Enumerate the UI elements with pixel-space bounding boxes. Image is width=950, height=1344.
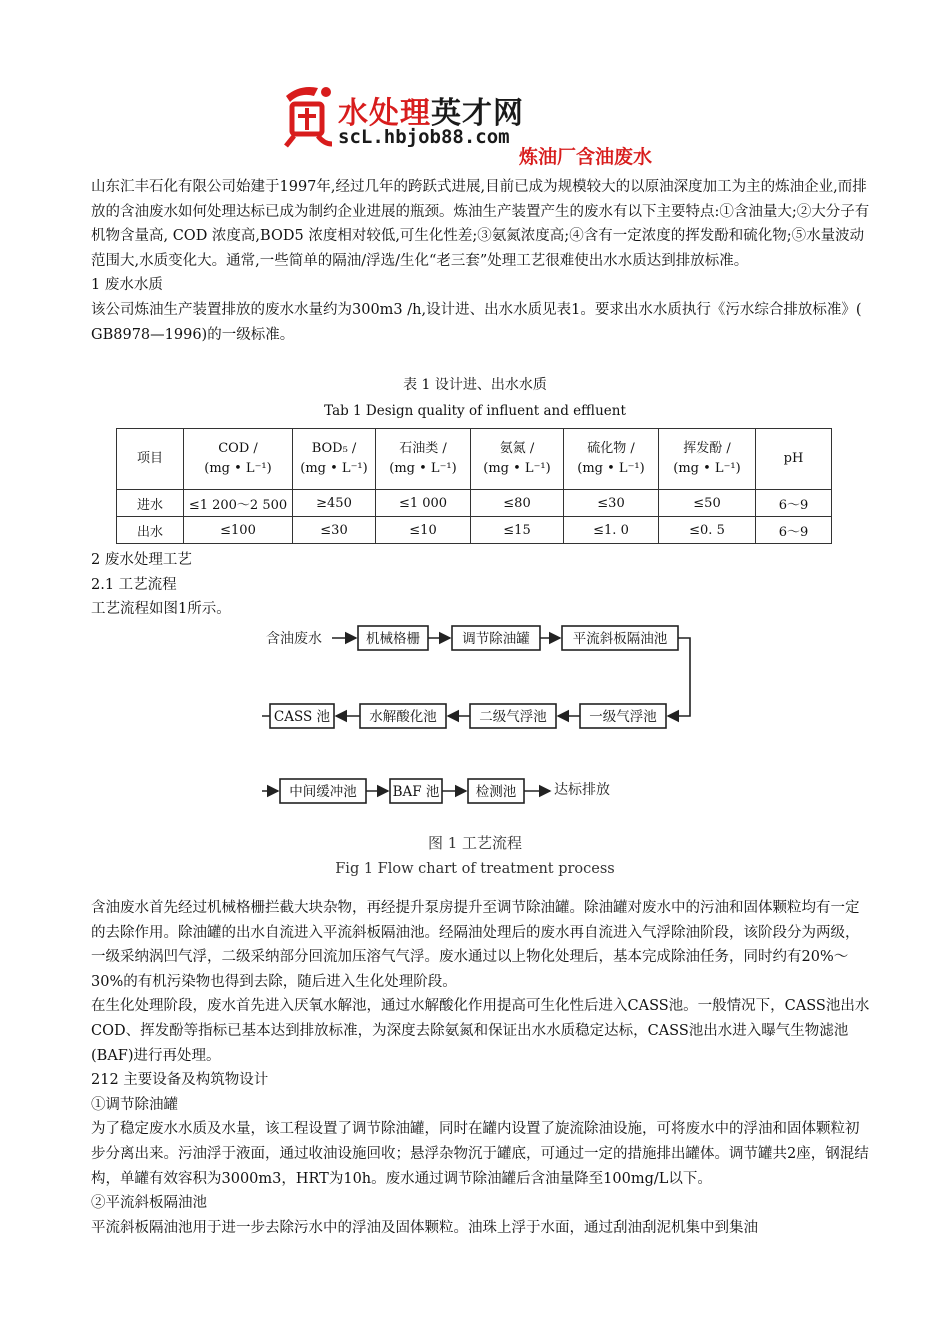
logo-url: scL.hbjob88.com <box>338 126 510 148</box>
table-cell: ≤15 <box>471 517 564 544</box>
header-cell-ammonia: 氨氮 / (mg • L⁻¹) <box>471 429 564 490</box>
flow-box5-label: 二级气浮池 <box>479 709 547 725</box>
table-header-row <box>117 429 832 490</box>
flow-box8-label: 中间缓冲池 <box>289 784 357 800</box>
table1-caption-en: Tab 1 Design quality of influent and effluent <box>324 403 626 419</box>
table-cell: ≤30 <box>293 517 376 544</box>
table-cell: ≤100 <box>184 517 293 544</box>
table-cell: ≤10 <box>376 517 471 544</box>
table-cell: ≥450 <box>293 490 376 517</box>
flow-end-label: 达标排放 <box>554 782 610 798</box>
table-cell: ≤1. 0 <box>564 517 659 544</box>
body-block <box>91 896 871 1240</box>
header-cell-ph: pH <box>756 429 832 490</box>
flow-start-label: 含油废水 <box>266 631 322 647</box>
header-cell-phenol: 挥发酚 / (mg • L⁻¹) <box>659 429 756 490</box>
flow-box6-label: 水解酸化池 <box>369 709 437 725</box>
flow-box1-label: 机械格栅 <box>366 631 420 647</box>
section2-2-heading: 212 主要设备及构筑物设计 <box>91 1072 269 1089</box>
table-cell: ≤80 <box>471 490 564 517</box>
body-paragraph-2: 在生化处理阶段，废水首先进入厌氧水解池，通过水解酸化作用提高可生化性后进入CASS池。一般情况下，CASS池出水COD、挥发酚等指标已基本达到排放标准，为深度去除氨氮和保证出水水质稳定达标，CASS池出水进入曝气生物滤池(BAF)进行再处理。 <box>91 998 870 1064</box>
intro-block <box>91 175 871 347</box>
logo-brand-black: 英才网 <box>431 96 524 131</box>
section1-heading: 1 废水水质 <box>91 277 163 294</box>
header-cell-sulfide: 硫化物 / (mg • L⁻¹) <box>564 429 659 490</box>
header-cell-cod: COD / (mg • L⁻¹) <box>184 429 293 490</box>
document-title: 炼油厂含油废水 <box>519 146 653 168</box>
table-cell: 6～9 <box>756 517 832 544</box>
logo-seal-icon <box>278 82 336 150</box>
item1-heading: ①调节除油罐 <box>91 1096 178 1113</box>
section2-block <box>91 548 871 622</box>
section2-1-intro: 工艺流程如图1所示。 <box>91 601 231 618</box>
flow-box3-label: 平流斜板隔油池 <box>572 631 668 647</box>
table-row <box>117 490 832 517</box>
body-paragraph-4: 平流斜板隔油池用于进一步去除污水中的浮油及固体颗粒。油珠上浮于水面，通过刮油刮泥机集中到集油 <box>91 1219 758 1236</box>
header-cell-item: 项目 <box>117 429 184 490</box>
table-row <box>117 517 832 544</box>
process-flow-diagram <box>262 622 702 812</box>
header-cell-bod5: BOD₅ / (mg • L⁻¹) <box>293 429 376 490</box>
flow-box7-label: CASS 池 <box>273 709 331 725</box>
figure1-caption-cn: 图 1 工艺流程 <box>427 834 523 852</box>
table1-caption-cn: 表 1 设计进、出水水质 <box>403 377 547 393</box>
table-cell: ≤0. 5 <box>659 517 756 544</box>
section1-text: 该公司炼油生产装置排放的废水水量约为300m3 /h,设计进、出水水质见表1。要求出水水质执行《污水综合排放标准》( GB8978—1996)的一级标准。 <box>91 301 862 343</box>
table-cell: ≤1 200～2 500 <box>184 490 293 517</box>
table-cell: ≤50 <box>659 490 756 517</box>
flow-box2-label: 调节除油罐 <box>462 631 530 647</box>
intro-paragraph: 山东汇丰石化有限公司始建于1997年,经过几年的跨跃式进展,目前已成为规模较大的以原油深度加工为主的炼油企业,而排放的含油废水如何处理达标已成为制约企业进展的瓶颈。炼油生产装置产生的废水有以下主要特点:①含油量大;②大分子有机物含量高, COD 浓度高,BOD5 浓度相对较低,可生化性差;③氨氮浓度高;④含有一定浓度的挥发酚和硫化物;⑤水量波动范围大,水质变化大。通常,一些简单的隔油/浮选/生化“老三套”处理工艺很难使出水水质达到排放标准。 <box>91 179 870 269</box>
item2-heading: ②平流斜板隔油池 <box>91 1195 207 1212</box>
logo-brand-red: 水处理 <box>338 96 431 131</box>
section2-heading: 2 废水处理工艺 <box>91 552 192 568</box>
figure1-caption-en: Fig 1 Flow chart of treatment process <box>335 861 615 877</box>
table-cell: 进水 <box>117 490 184 517</box>
table-cell: ≤1 000 <box>376 490 471 517</box>
flow-box4-label: 一级气浮池 <box>589 709 657 725</box>
flow-box10-label: 检测池 <box>475 784 517 800</box>
body-paragraph-1: 含油废水首先经过机械格栅拦截大块杂物，再经提升泵房提升至调节除油罐。除油罐对废水中的污油和固体颗粒均有一定的去除作用。除油罐的出水自流进入平流斜板隔油池。经隔油处理后的废水再自流进入气浮除油阶段，该阶段分为两级，一级采纳涡凹气浮，二级采纳部分回流加压溶气气浮。废水通过以上物化处理后，基本完成除油任务，同时约有20%～30%的有机污染物也得到去除，随后进入生化处理阶段。 <box>91 900 860 990</box>
table-cell: 6～9 <box>756 490 832 517</box>
table-cell: 出水 <box>117 517 184 544</box>
flow-box9-label: BAF 池 <box>392 784 440 800</box>
water-quality-table <box>116 428 832 544</box>
table-cell: ≤30 <box>564 490 659 517</box>
site-logo <box>278 80 538 155</box>
body-paragraph-3: 为了稳定废水水质及水量，该工程设置了调节除油罐，同时在罐内设置了旋流除油设施，可将废水中的浮油和固体颗粒初步分离出来。污油浮于液面，通过收油设施回收；悬浮杂物沉于罐底，可通过一定的措施排出罐体。调节罐共2座，钢混结构，单罐有效容积为3000m3，HRT为10h。废水通过调节除油罐后含油量降至100mg/L以下。 <box>91 1121 869 1187</box>
header-cell-oil: 石油类 / (mg • L⁻¹) <box>376 429 471 490</box>
section2-1-heading: 2.1 工艺流程 <box>91 576 177 593</box>
